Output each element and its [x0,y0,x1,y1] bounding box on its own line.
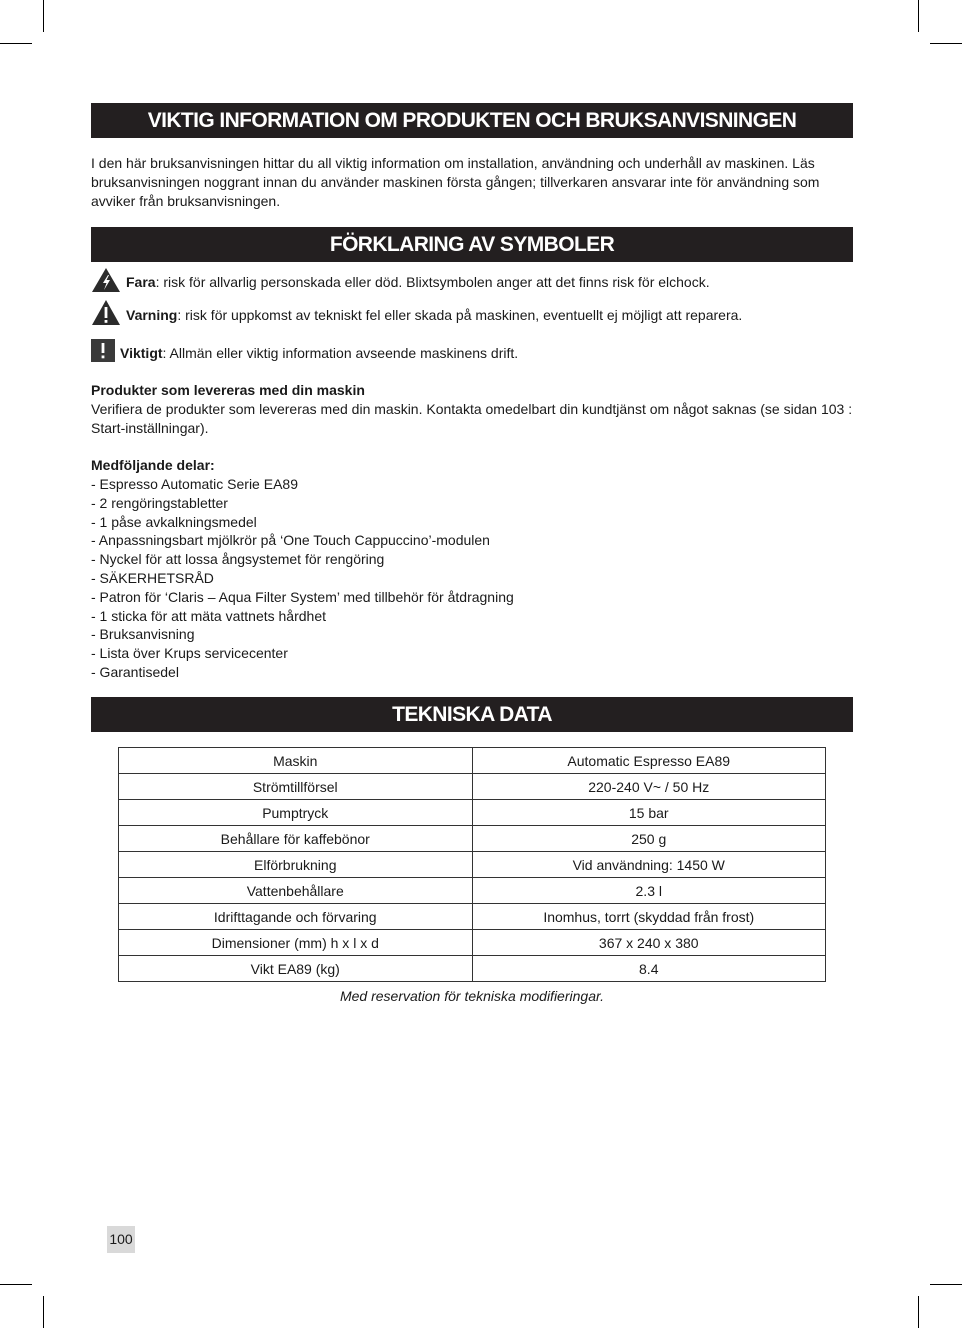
parts-heading: Medföljande delar: [91,457,215,473]
parts-list [91,475,853,682]
table-row [119,800,826,826]
symbol-text: : Allmän eller viktig information avseende maskinens drift. [162,344,519,361]
list-item: - 1 sticka för att mäta vattnets hårdhet [91,607,326,624]
section-title-important-info: VIKTIG INFORMATION OM PRODUKTEN OCH BRUKSANVISNINGEN [91,103,853,138]
table-cell-value: 220-240 V~ / 50 Hz [472,774,826,800]
section-title-symbols: FÖRKLARING AV SYMBOLER [91,227,853,262]
table-cell-label: Pumptryck [119,800,473,826]
danger-lightning-icon [91,267,121,298]
parts-block [91,456,853,682]
table-row [119,826,826,852]
symbol-row-important [91,339,518,367]
crop-mark [0,43,32,44]
crop-mark [930,1284,962,1285]
crop-mark [930,43,962,44]
table-cell-label: Dimensioner (mm) h x l x d [119,930,473,956]
table-row [119,748,826,774]
table-cell-value: Vid användning: 1450 W [472,852,826,878]
symbol-label: Viktigt [120,344,163,361]
important-exclamation-icon [91,339,115,367]
table-cell-value: 2.3 l [472,878,826,904]
page-number: 100 [107,1226,135,1253]
technical-data-table [118,747,826,982]
table-cell-value: Inomhus, torrt (skyddad från frost) [472,904,826,930]
technical-note: Med reservation för tekniska modifieringar. [339,988,605,1004]
list-item: - Garantisedel [91,663,179,680]
list-item: - 2 rengöringstabletter [91,494,228,511]
table-cell-label: Vikt EA89 (kg) [119,956,473,982]
list-item: - Anpassningsbart mjölkrör på ‘One Touch Cappuccino’-modulen [91,532,490,549]
symbol-label: Varning [126,306,178,323]
crop-mark [918,1296,919,1328]
table-cell-label: Maskin [119,748,473,774]
crop-mark [0,1284,32,1285]
table-row [119,878,826,904]
crop-mark [918,0,919,32]
table-row [119,774,826,800]
table-row [119,852,826,878]
symbol-text: : risk för uppkomst av tekniskt fel eller skada på maskinen, eventuellt ej möjligt att reparera. [177,306,743,323]
list-item: - SÄKERHETSRÅD [91,569,214,586]
delivered-heading: Produkter som levereras med din maskin [91,382,365,398]
table-row [119,930,826,956]
list-item: - Nyckel för att lossa ångsystemet för rengöring [91,551,385,568]
symbol-row-warning [91,299,742,331]
table-cell-value: 15 bar [472,800,826,826]
table-cell-label: Strömtillförsel [119,774,473,800]
page-content [91,103,853,1004]
section-title-technical-data: TEKNISKA DATA [91,697,853,732]
symbol-text: : risk för allvarlig personskada eller död. Blixtsymbolen anger att det finns risk för elchock. [155,274,710,290]
table-cell-value: 8.4 [472,956,826,982]
table-row [119,904,826,930]
table-cell-label: Behållare för kaffebönor [119,826,473,852]
table-cell-label: Vattenbehållare [119,878,473,904]
table-row [119,956,826,982]
delivered-block [91,381,853,438]
table-cell-value: 250 g [472,826,826,852]
warning-triangle-icon [91,299,121,331]
intro-paragraph: I den här bruksanvisningen hittar du all viktig information om installation, användning och underhåll av maskinen. Läs bruksanvisningen noggrant innan du använder maskinen första gången; tillverkaren ansvarar inte för användning som avviker från bruksanvisningen. [91,155,820,209]
list-item: - Bruksanvisning [91,626,195,643]
table-cell-label: Idrifttagande och förvaring [119,904,473,930]
list-item: - Lista över Krups servicecenter [91,645,288,662]
crop-mark [43,0,44,32]
symbol-row-danger [91,267,710,298]
list-item: - Espresso Automatic Serie EA89 [91,476,298,492]
crop-mark [43,1296,44,1328]
list-item: - 1 påse avkalkningsmedel [91,513,257,530]
symbol-label: Fara [126,274,156,290]
table-cell-value: 367 x 240 x 380 [472,930,826,956]
table-cell-value: Automatic Espresso EA89 [472,748,826,774]
list-item: - Patron för ‘Claris – Aqua Filter System’ med tillbehör för åtdragning [91,588,514,605]
delivered-text: Verifiera de produkter som levereras med din maskin. Kontakta omedelbart din kundtjänst om något saknas (se sidan 103 : Start-inställningar). [91,401,853,436]
table-cell-label: Elförbrukning [119,852,473,878]
